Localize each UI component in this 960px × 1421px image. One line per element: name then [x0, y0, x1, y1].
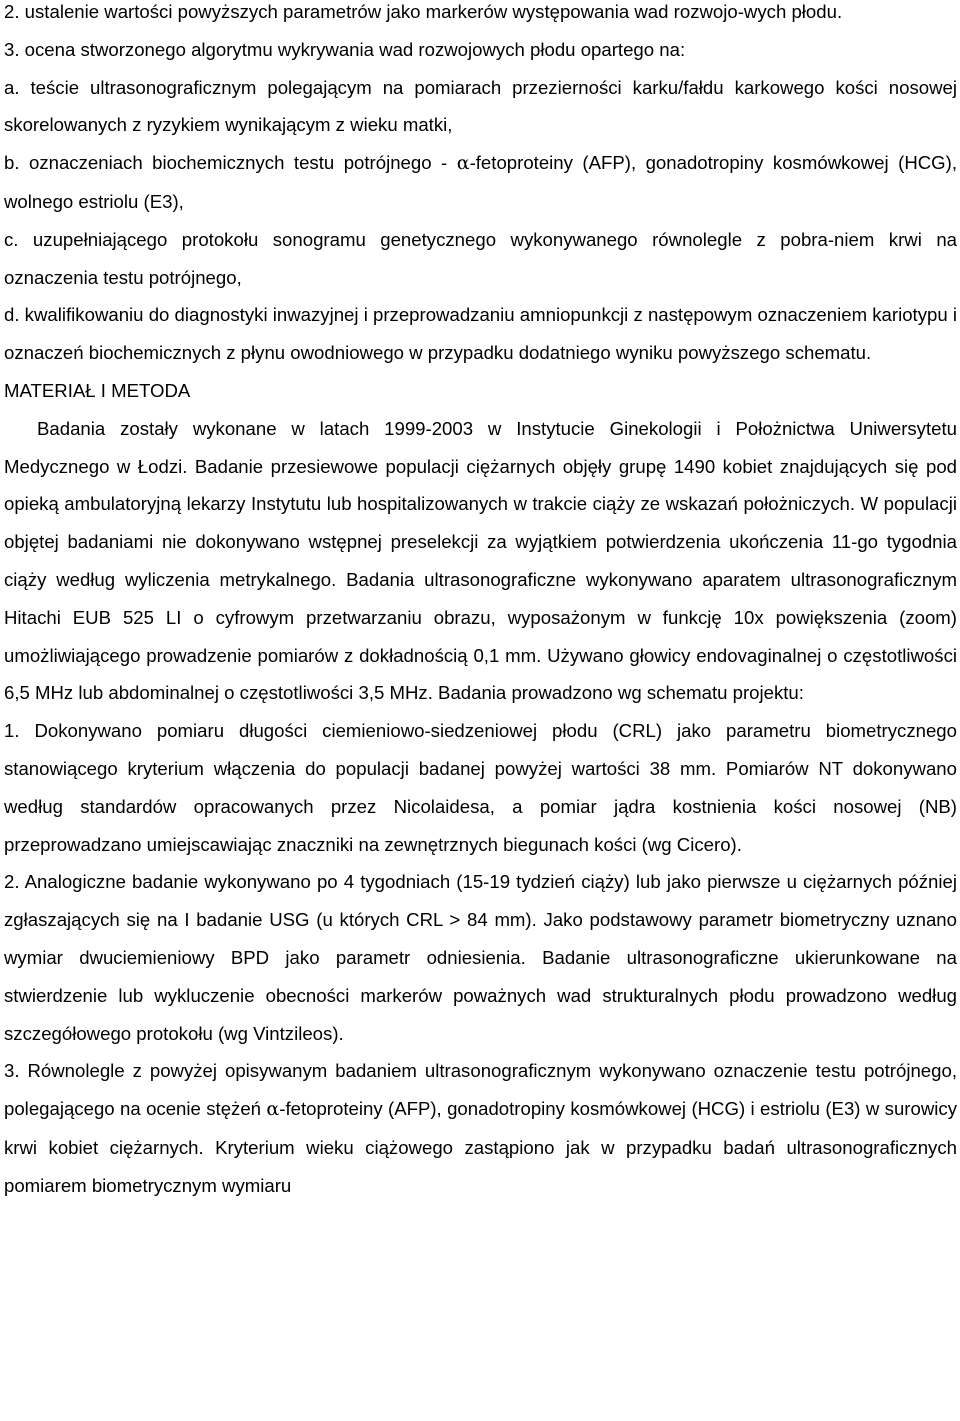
step-3-prefix: 3. Równolegle z powyżej opisywanym badaniem ultrasonograficznym wykonywano oznaczenie testu potrójnego, polegającego na ocenie stężeń — [4, 1060, 957, 1120]
paragraph-item-a: a. teście ultrasonograficznym polegającym na pomiarach przezierności karku/fałdu karkowego kości nosowej skorelowanych z ryzykiem wynikającym z wieku matki, — [4, 76, 957, 136]
paragraph-item-c: c. uzupełniającego protokołu sonogramu genetycznego wykonywanego równolegle z pobra-niem krwi na oznaczenia testu potrójnego, — [4, 228, 957, 288]
item-b-prefix: b. oznaczeniach biochemicznych testu potrójnego - — [4, 152, 457, 174]
paragraph-step-2: 2. Analogiczne badanie wykonywano po 4 tygodniach (15-19 tydzień ciąży) lub jako pierwsze u ciężarnych później zgłaszających się na I badanie USG (u których CRL > 84 mm). Jako podstawowy parametr biometryczny uznano wymiar dwuciemieniowy BPD jako parametr odniesienia. Badanie ultrasonograficzne ukierunkowane na stwierdzenie lub wykluczenie obecności markerów poważnych wad strukturalnych płodu prowadzono według szczegółowego protokołu (wg Vintzileos). — [4, 871, 957, 1044]
paragraph-item-3: 3. ocena stworzonego algorytmu wykrywania wad rozwojowych płodu opartego na: — [4, 38, 686, 60]
paragraph-step-1: 1. Dokonywano pomiaru długości ciemieniowo-siedzeniowej płodu (CRL) jako parametru biometrycznego stanowiącego kryterium włączenia do populacji badanej powyżej wartości 38 mm. Pomiarów NT dokonywano według standardów opracowanych przez Nicolaidesa, a pomiar jądra kostnienia kości nosowej (NB) przeprowadzano umiejscawiając znaczniki na zewnętrznych biegunach kości (wg Cicero). — [4, 720, 957, 855]
alpha-symbol: α — [456, 152, 470, 175]
document-page — [4, 0, 957, 1205]
paragraph-item-b — [4, 144, 957, 221]
paragraph-intro: Badania zostały wykonane w latach 1999-2003 w Instytucie Ginekologii i Położnictwa Uniwersytetu Medycznego w Łodzi. Badanie przesiewowe populacji ciężarnych objęły grupę 1490 kobiet znajdujących się pod opieką ambulatoryjną lekarzy Instytutu lub hospitalizowanych w trakcie ciąży ze wskazań położniczych. W populacji objętej badaniami nie dokonywano wstępnej preselekcji za wyjątkiem potwierdzenia ukończenia 11-go tygodnia ciąży według wyliczenia metrykalnego. Badania ultrasonograficzne wykonywano aparatem ultrasonograficznym Hitachi EUB 525 LI o cyfrowym przetwarzaniu obrazu, wyposażonym w funkcję 10x powiększenia (zoom) umożliwiającego prowadzenie pomiarów z dokładnością 0,1 mm. Używano głowicy endovaginalnej o częstotliwości 6,5 MHz lub abdominalnej o częstotliwości 3,5 MHz. Badania prowadzono wg schematu projektu: — [4, 417, 957, 704]
item-b-suffix: -fetoproteiny (AFP), gonadotropiny kosmówkowej (HCG), wolnego estriolu (E3), — [4, 152, 957, 212]
step-3-suffix: -fetoproteiny (AFP), gonadotropiny kosmówkowej (HCG) i estriolu (E3) w surowicy krwi kobiet ciężarnych. Kryterium wieku ciążowego zastąpiono jak w przypadku badań ultrasonograficznych pomiarem biometrycznym wymiaru — [4, 1098, 957, 1196]
section-heading: MATERIAŁ I METODA — [4, 379, 191, 401]
alpha-symbol: α — [266, 1098, 280, 1121]
paragraph-item-2: 2. ustalenie wartości powyższych parametrów jako markerów występowania wad rozwojo-wych płodu. — [4, 1, 843, 22]
paragraph-item-d: d. kwalifikowaniu do diagnostyki inwazyjnej i przeprowadzaniu amniopunkcji z następowym oznaczeniem kariotypu i oznaczeń biochemicznych z płynu owodniowego w przypadku dodatniego wyniku powyższego schematu. — [4, 304, 957, 364]
paragraph-step-3 — [4, 1052, 957, 1204]
